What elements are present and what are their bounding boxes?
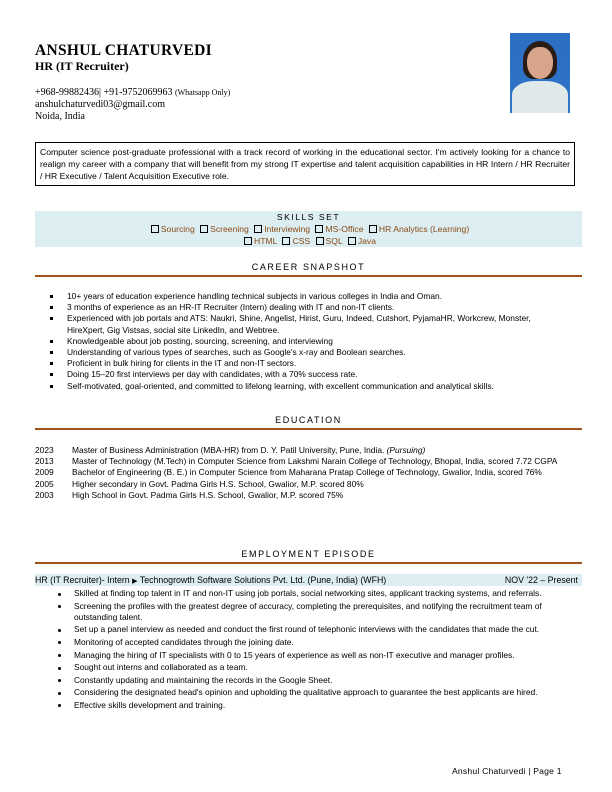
checkbox-icon xyxy=(244,237,252,245)
phone-note: (Whatsapp Only) xyxy=(174,88,231,97)
list-item: Self-motivated, goal-oriented, and committed to lifelong learning, with excellent communication and analytical skills. xyxy=(50,381,570,392)
checkbox-icon xyxy=(316,237,324,245)
education-list xyxy=(35,445,583,501)
list-item: Constantly updating and maintaining the records in the Google Sheet. xyxy=(58,675,568,686)
job-header xyxy=(35,574,582,586)
skills-band xyxy=(35,211,582,247)
job-company: Technogrowth Software Solutions Pvt. Ltd. (Pune, India) (WFH) xyxy=(139,575,387,585)
section-title-education: EDUCATION xyxy=(275,415,342,425)
list-item: Considering the designated head's opinion and upholding the qualitative approach to guarantee the best applicants are hired. xyxy=(58,687,568,698)
skill-item: Screening xyxy=(210,224,249,234)
resume-header xyxy=(35,42,230,123)
list-item: Proficient in bulk hiring for clients in the IT and non-IT sectors. xyxy=(50,358,570,369)
summary-box: Computer science post-graduate professional with a track record of working in the educational sector. I'm actively looking for a chance to realign my career with a company that will benefit from my strong IT expertise and talent acquisition capabilities in HR Intern / HR Recruiter / HR Executive / Talent Acquisition Executive role. xyxy=(35,142,575,186)
skill-item: MS-Office xyxy=(325,224,364,234)
education-row: 2023 Master of Business Administration (MBA-HR) from D. Y. Patil University, Pune, India. (Pursuing) xyxy=(35,445,426,455)
triangle-right-icon: ▶ xyxy=(132,578,138,585)
skill-item: Sourcing xyxy=(160,224,195,234)
job-dates: NOV '22 – Present xyxy=(504,575,578,585)
list-item: Skilled at finding top talent in IT and non-IT using job portals, social networking sites, applicant tracking systems, and referrals. xyxy=(58,588,568,599)
list-item: 3 months of experience as an HR-IT Recruiter (Intern) dealing with IT and non-IT clients. xyxy=(50,302,570,313)
candidate-name: ANSHUL CHATURVEDI xyxy=(35,42,212,59)
email: anshulchaturvedi03@gmail.com xyxy=(35,99,166,110)
list-item: 10+ years of education experience handling technical subjects in various colleges in India and Oman. xyxy=(50,291,570,302)
checkbox-icon xyxy=(282,237,290,245)
checkbox-icon xyxy=(369,225,377,233)
checkbox-icon xyxy=(315,225,323,233)
education-row: 2005 Higher secondary in Govt. Padma Girls H.S. School, Gwalior, M.P. scored 80% xyxy=(35,478,364,489)
list-item: Sought out interns and collaborated as a team. xyxy=(58,662,568,673)
checkbox-icon xyxy=(254,225,262,233)
skills-title: SKILLS SET xyxy=(276,212,341,222)
skill-item: CSS xyxy=(292,236,311,246)
location: Noida, India xyxy=(35,111,85,122)
page-footer: Anshul Chaturvedi | Page 1 xyxy=(452,766,562,776)
list-item: Experienced with job portals and ATS: Naukri, Shine, Angelist, Hirist, Guru, Indeed, Cutshort, PyjamaHR, Workcrew, Monster, HireXpert, Gig Vistsas, social site LinkedIn, and Webtree. xyxy=(50,313,570,335)
job-duties-list xyxy=(58,588,568,713)
skills-row-1 xyxy=(35,223,582,235)
skills-row-2 xyxy=(35,235,582,247)
section-divider xyxy=(35,275,582,277)
checkbox-icon xyxy=(348,237,356,245)
section-divider xyxy=(35,562,582,564)
contact-block xyxy=(35,87,230,123)
checkbox-icon xyxy=(200,225,208,233)
list-item: Set up a panel interview as needed and conduct the first round of telephonic interviews with the candidates that made the cut. xyxy=(58,624,568,635)
list-item: Managing the hiring of IT specialists with 0 to 15 years of experience as well as non-IT executive and manager profiles. xyxy=(58,650,568,661)
skill-item: Interviewing xyxy=(264,224,311,234)
section-title-career: CAREER SNAPSHOT xyxy=(251,262,366,272)
list-item: Effective skills development and training. xyxy=(58,700,568,711)
education-row: 2013 Master of Technology (M.Tech) in Computer Science from Lakshmi Narain College of Technology, Bhopal, India, scored 7.72 CGPA xyxy=(35,456,558,467)
education-row: 2003 High School in Govt. Padma Girls H.S. School, Gwalior, M.P. scored 75% xyxy=(35,489,344,500)
skill-item: HTML xyxy=(254,236,278,246)
section-title-employment: EMPLOYMENT EPISODE xyxy=(241,549,376,559)
career-list xyxy=(50,291,570,392)
section-divider xyxy=(35,428,582,430)
skill-item: SQL xyxy=(325,236,343,246)
list-item: Monitoring of accepted candidates through the joining date. xyxy=(58,637,568,648)
education-row: 2009 Bachelor of Engineering (B. E.) in Computer Science from Maharana Pratap College of Technology, Gwalior, India, scored 76% xyxy=(35,467,542,478)
phone-numbers: +968-99882436| +91-9752069963 xyxy=(35,87,173,98)
skill-item: HR Analytics (Learning) xyxy=(378,224,470,234)
list-item: Understanding of various types of searches, such as Google's x-ray and Boolean searches. xyxy=(50,347,570,358)
list-item: Screening the profiles with the greatest degree of accuracy, completing the prerequisites, and notifying the recruitment team of outstanding talent. xyxy=(58,601,568,623)
skill-item: Java xyxy=(357,236,376,246)
checkbox-icon xyxy=(151,225,159,233)
job-role: HR (IT Recruiter)- Intern xyxy=(35,575,130,585)
list-item: Knowledgeable about job posting, sourcing, screening, and interviewing xyxy=(50,336,570,347)
candidate-role: HR (IT Recruiter) xyxy=(35,59,129,73)
profile-photo xyxy=(510,33,570,113)
list-item: Doing 15–20 first interviews per day with candidates, with a 70% success rate. xyxy=(50,369,570,380)
